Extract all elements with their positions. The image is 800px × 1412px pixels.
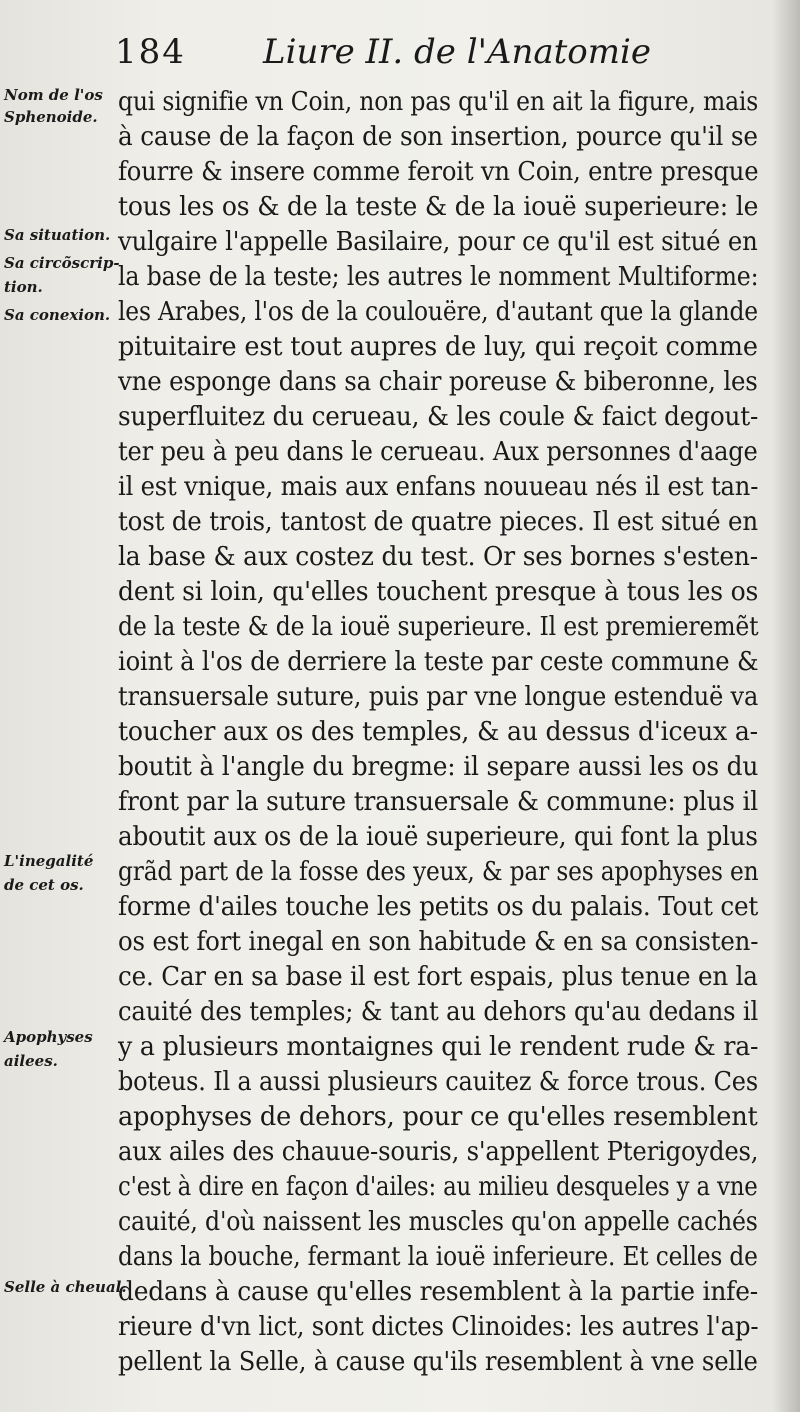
text-line: superfluitez du cerueau, & les coule & faict degout- <box>118 401 759 432</box>
text-line: tost de trois, tantost de quatre pieces. Il est situé en <box>118 506 758 537</box>
text-line: aux ailes des chauue-souris, s'appellent Pterigoydes, <box>118 1136 759 1167</box>
text-line: forme d'ailes touche les petits os du palais. Tout cet <box>118 891 759 922</box>
margin-note: Selle à cheual. <box>4 1278 127 1296</box>
text-line: les Arabes, l'os de la coulouëre, d'autant que la glande <box>118 296 758 327</box>
running-title: Liure II. de l'Anatomie <box>263 32 652 72</box>
margin-note: Apophyses <box>4 1028 93 1046</box>
text-line: qui signifie vn Coin, non pas qu'il en ait la figure, mais <box>118 86 759 117</box>
margin-note: de cet os. <box>4 876 84 894</box>
margin-note: L'inegalité <box>4 852 94 870</box>
margin-notes <box>0 0 127 1412</box>
margin-note: tion. <box>4 278 43 296</box>
text-line: il est vnique, mais aux enfans nouueau nés il est tan- <box>118 471 759 502</box>
text-line: tous les os & de la teste & de la iouë superieure: le <box>118 191 759 222</box>
text-line: de la teste & de la iouë superieure. Il est premieremẽt <box>118 611 759 642</box>
margin-note: Sa conexion. <box>4 306 111 324</box>
text-line: ce. Car en sa base il est fort espais, plus tenue en la <box>118 961 758 992</box>
text-line: cauité des temples; & tant au dehors qu'au dedans il <box>118 996 759 1027</box>
text-line: pituitaire est tout aupres de luy, qui reçoit comme <box>118 331 758 362</box>
margin-note: ailees. <box>4 1052 58 1070</box>
text-line: aboutit aux os de la iouë superieure, qui font la plus <box>118 821 758 852</box>
text-line: cauité, d'où naissent les muscles qu'on appelle cachés <box>118 1206 758 1237</box>
text-line: c'est à dire en façon d'ailes: au milieu desqueles y a vne <box>118 1171 758 1202</box>
text-line: grãd part de la fosse des yeux, & par ses apophyses en <box>118 856 759 887</box>
text-line: front par la suture transuersale & commune: plus il <box>118 786 758 817</box>
text-line: vulgaire l'appelle Basilaire, pour ce qu'il est situé en <box>118 226 758 257</box>
page-header <box>115 26 755 76</box>
text-line: os est fort inegal en son habitude & en sa consisten- <box>118 926 759 957</box>
margin-note: Sa situation. <box>4 226 111 244</box>
text-line: rieure d'vn lict, sont dictes Clinoides: les autres l'ap- <box>118 1311 759 1342</box>
text-line: toucher aux os des temples, & au dessus d'iceux a- <box>118 716 758 747</box>
text-line: vne esponge dans sa chair poreuse & biberonne, les <box>118 366 758 397</box>
text-line: apophyses de dehors, pour ce qu'elles resemblent <box>118 1101 758 1132</box>
text-line: la base & aux costez du test. Or ses bornes s'esten- <box>118 541 759 572</box>
page-number: 184 <box>115 32 186 72</box>
text-line: transuersale suture, puis par vne longue estenduë va <box>118 681 759 712</box>
margin-note: Sa circõscrip- <box>4 254 120 272</box>
text-line: boteus. Il a aussi plusieurs cauitez & force trous. Ces <box>118 1066 758 1097</box>
text-line: pellent la Selle, à cause qu'ils resemblent à vne selle <box>118 1346 758 1377</box>
text-line: ioint à l'os de derriere la teste par ceste commune & <box>118 646 759 677</box>
text-line: dent si loin, qu'elles touchent presque à tous les os <box>118 576 759 607</box>
text-line: fourre & insere comme feroit vn Coin, entre presque <box>118 156 759 187</box>
margin-note: Nom de l'os <box>4 86 103 104</box>
text-line: y a plusieurs montaignes qui le rendent rude & ra- <box>118 1031 759 1062</box>
text-line: dans la bouche, fermant la iouë inferieure. Et celles de <box>118 1241 758 1272</box>
page-edge-shadow <box>772 0 800 1412</box>
text-line: la base de la teste; les autres le nomment Multiforme: <box>118 261 759 292</box>
text-line: boutit à l'angle du bregme: il separe aussi les os du <box>118 751 759 782</box>
margin-note: Sphenoide. <box>4 108 98 126</box>
text-line: dedans à cause qu'elles resemblent à la partie infe- <box>118 1276 758 1307</box>
text-line: à cause de la façon de son insertion, pource qu'il se <box>118 121 758 152</box>
text-line: ter peu à peu dans le cerueau. Aux personnes d'aage <box>118 436 758 467</box>
